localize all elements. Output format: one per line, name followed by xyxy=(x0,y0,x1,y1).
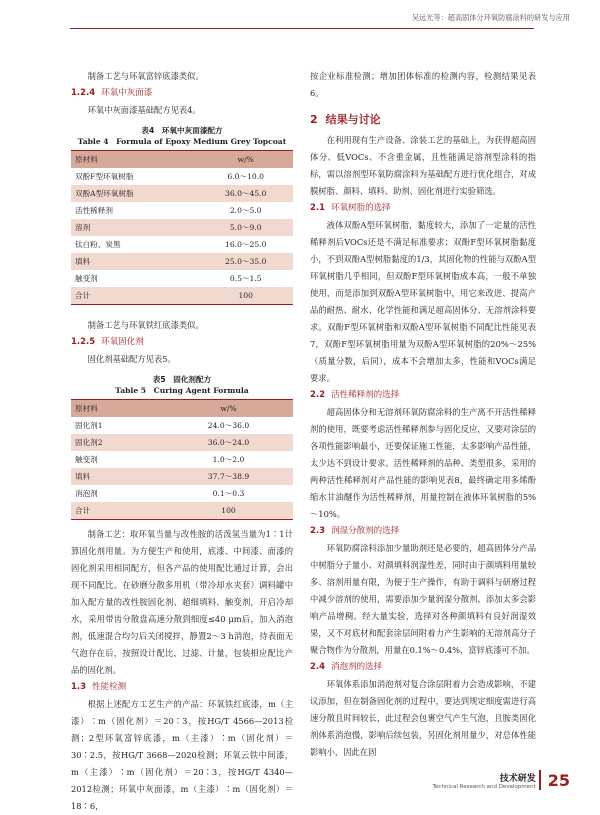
paragraph: 制备工艺与环氧铁红底漆类似。 xyxy=(87,320,204,330)
subsection-heading-2-2: 2.2 活性稀释剂的选择 xyxy=(310,390,400,400)
subsection-heading-1-3: 1.3 性能检测 xyxy=(71,682,127,692)
paragraph: 制备工艺：取环氧当量与改性胺的活泼氢当量为1∶1计算固化剂用量。为方便生产和使用，底漆、中间漆、面漆的固化剂采用相同配方，但各产品的使用配比通过计算，会出现不同配比。在砂磨分散多用机（带冷却水夹套）调料罐中加入配方量的改性胺固化剂、超细填料、触变剂，开启冷却水，采用带齿分散盘高速分散到细度≤40 μm后，加入消泡剂，低速混合均匀后关闭搅拌，静置2～3 h消泡，待表面无气泡存在后，按照设计配比，过滤、计量，包装相应配比产品的固化剂。 xyxy=(71,529,293,675)
footer-divider xyxy=(539,770,541,790)
paragraph: 超高固体分和无溶剂环氧防腐涂料的生产离不开活性稀释剂的使用，既要考虑活性稀释剂参与固化反应，又要对涂层的各项性能影响最小，还要保证施工性能，太多影响产品性能，太少达不到设计要求。活性稀释剂的品种、类型很多，采用的两种活性稀释剂对产品性能的影响见表8，最终确定用多烯酚缩水甘油醚作为活性稀释剂，用量控制在液体环氧树脂的5%～10%。 xyxy=(310,407,536,519)
subsection-heading-2-3: 2.3 润湿分散剂的选择 xyxy=(310,526,400,536)
table-row: 消泡剂 0.1～0.3 xyxy=(75,489,245,498)
table-row: 填料 37.7～38.9 xyxy=(71,468,293,485)
table-row: 活性稀释剂 2.0～5.0 xyxy=(75,206,262,215)
table-row: 合计 100 xyxy=(71,502,293,520)
paragraph: 环氧中灰面漆基础配方见表4。 xyxy=(87,105,201,115)
paragraph: 在利用现有生产设备、涂装工艺的基础上，为获得超高固体分、低VOCs、不含重金属，且性能满足溶剂型涂料的指标，需以溶剂型环氧防腐涂料为基础配方进行优化组合，对成膜树脂、颜料、填料、助剂、固化剂进行实验筛选。 xyxy=(310,135,536,196)
running-title: 吴远光等：超高固体分环氧防腐涂料的研发与应用 xyxy=(411,13,570,22)
table-row: 触变剂 1.0～2.0 xyxy=(75,455,245,464)
table-header: 原材料 xyxy=(71,151,198,169)
table-row: 固化剂2 36.0～24.0 xyxy=(71,434,293,451)
subsection-heading-2-4: 2.4 消泡剂的选择 xyxy=(310,662,383,672)
journal-section-en: Technical Research and Development xyxy=(432,783,536,790)
table-row: 钛白粉、炭黑 16.0～25.0 xyxy=(75,240,267,249)
table5-caption-cn: 表5 固化剂配方 xyxy=(152,375,212,384)
table-row: 填料 25.0～35.0 xyxy=(71,253,293,270)
table5-caption-en: Table 5 Curing Agent Formula xyxy=(115,386,249,395)
table-header: 原材料 xyxy=(71,400,164,418)
left-column xyxy=(71,68,293,815)
table-row: 固化剂1 24.0～36.0 xyxy=(75,421,250,430)
paragraph: 环氧防腐涂料添加少量助剂还是必要的，超高固体分产品中树脂分子量小、对颜填料润湿性差，同时由于颜填料用量较多、溶剂用量有限，为便于生产操作，有助于调料与研磨过程中减少溶剂的使用，需要添加少量润湿分散剂，添加太多会影响产品增稠。经大量实验，选择对各种颜填料有良好润湿效果，又不对底材和配套涂层间附着力产生影响的无溶剂高分子聚合物作为分散剂，用量在0.1%～0.4%，富锌底漆可不加。 xyxy=(310,543,536,655)
header-rule xyxy=(70,28,534,29)
page-number: 25 xyxy=(547,770,570,790)
paragraph: 固化剂基础配方见表5。 xyxy=(87,354,176,364)
section-heading-2: 2 结果与讨论 xyxy=(310,113,381,126)
paragraph: 环氧体系添加消泡剂对复合涂层附着力会造成影响，不建议添加，但在制备固化剂的过程中，要达到规定细度需进行高速分散且时间较长，此过程会包裹空气产生气泡，且胺类固化剂体系消泡慢，影响后续包装，另固化剂用量少，对总体性能影响小，因此在固 xyxy=(310,679,536,757)
page-footer xyxy=(433,770,570,791)
table-header: w/% xyxy=(198,151,293,169)
table-row: 合计 100 xyxy=(71,287,293,305)
paragraph: 按企业标准检测；增加团体标准的检测内容，检测结果见表6。 xyxy=(310,71,536,98)
table-row: 双酚A型环氧树脂 36.0～45.0 xyxy=(71,185,293,202)
subsection-heading-1-2-5: 1.2.5 环氧固化剂 xyxy=(71,337,144,347)
table4-caption-cn: 表4 环氧中灰面漆配方 xyxy=(141,126,223,135)
paragraph: 根据上述配方工艺生产的产品：环氧铁红底漆，m（主漆）∶m（固化剂）＝20∶3，按HG/T 4566—2013检测；2型环氧富锌底漆，m（主漆）∶m（固化剂）＝30∶2.5，按HG/T 3668—2020检测；环氧云铁中间漆，m（主漆）∶m（固化剂）＝20∶3，按HG/T 4340—2012检测；环氧中灰面漆，m（主漆）∶m（固化剂）＝18∶6， xyxy=(71,699,293,811)
paragraph: 制备工艺与环氧富锌底漆类似。 xyxy=(87,71,204,81)
table4 xyxy=(71,150,293,305)
paragraph: 液体双酚A型环氧树脂，黏度较大，添加了一定量的活性稀释剂后VOCs还是不满足标准要求；双酚F型环氧树脂黏度小，不到双酚A型树脂黏度的1/3，其固化物的性能与双酚A型环氧树脂几乎相同，但双酚F型环氧树脂成本高，一般不单独使用，而是添加到双酚A型环氧树脂中，用它来改进、提高产品的耐热、耐水、化学性能和满足超高固体分、无溶剂涂料要求。双酚F型环氧树脂和双酚A型环氧树脂不同配比性能见表7，双酚F型环氧树脂用量为双酚A型环氧树脂的20%～25%（质量分数，后同），成本不会增加太多，性能和VOCs满足要求。 xyxy=(310,220,536,383)
table-row: 双酚F型环氧树脂 6.0～10.0 xyxy=(75,172,265,181)
subsection-heading-2-1: 2.1 环氧树脂的选择 xyxy=(310,203,391,213)
table4-caption-en: Table 4 Formula of Epoxy Medium Grey Topcoat xyxy=(77,137,287,146)
table-row: 溶剂 5.0～9.0 xyxy=(71,219,293,236)
journal-section-cn: 技术研发 xyxy=(499,773,536,784)
table-row: 触变剂 0.5～1.5 xyxy=(75,274,262,283)
table-header: w/% xyxy=(164,400,293,418)
subsection-heading-1-2-4: 1.2.4 环氧中灰面漆 xyxy=(71,88,153,98)
right-column xyxy=(310,68,536,761)
table5 xyxy=(71,399,293,520)
